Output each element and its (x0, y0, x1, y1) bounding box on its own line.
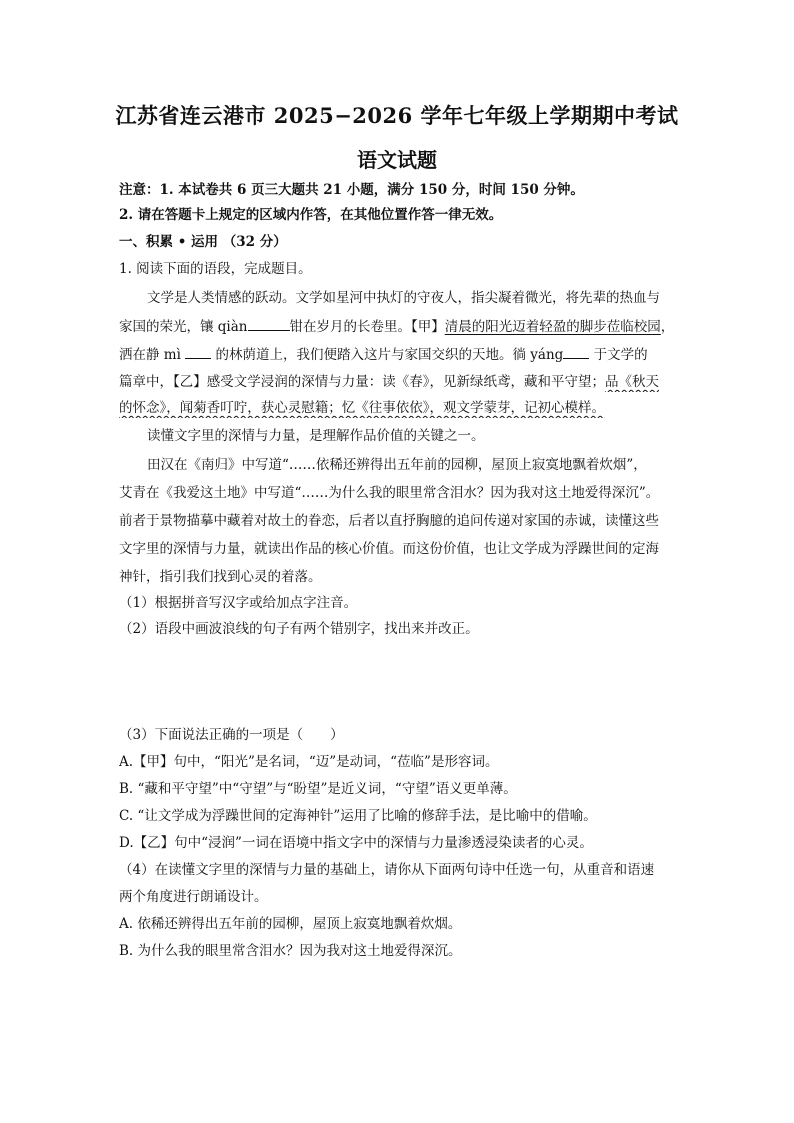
text-span: 的林荫道上，我们便踏入这片与家国交织的天地。徜 yáng (215, 347, 564, 363)
passage-1-line-3 (119, 344, 679, 365)
passage-1-line-4 (119, 372, 679, 392)
passage-3-line-5: 神针，指引我们找到心灵的着落。 (119, 569, 322, 585)
passage-2: 读懂文字里的深情与力量，是理解作品价值的关键之一。 (147, 428, 485, 444)
sub-question-1: （1）根据拼音写汉字或给加点字注音。 (119, 595, 358, 611)
option-d: D.【乙】句中“浸润”一词在语境中指文字中的深情与力量渗透浸染读者的心灵。 (119, 835, 593, 851)
passage-1-line-2 (119, 316, 679, 337)
wavy-sentence: 的怀念》，闻菊香叮咛，获心灵慰籍；忆《往事依依》，观文学蒙芽，记初心模样。 (119, 400, 605, 416)
passage-3-line-4: 文字里的深情与力量，就读出作品的核心价值。而这份价值，也让文学成为浮躁世间的定海 (119, 541, 659, 557)
sub-question-4-line-2: 两个角度进行朗诵设计。 (119, 889, 268, 905)
option-a: A.【甲】句中，“阳光”是名词，“迈”是动词，“莅临”是形容词。 (119, 754, 499, 770)
poem-choice-b: B. 为什么我的眼里常含泪水？因为我对这土地爱得深沉。 (119, 943, 462, 959)
exam-title: 江苏省连云港市 2025−2026 学年七年级上学期期中考试 (115, 103, 679, 128)
passage-3-line-3: 前者于景物描摹中藏着对故土的眷恋，后者以直抒胸臆的追问传递对家国的赤诚，读懂这些 (119, 513, 659, 529)
answer-blank (248, 316, 290, 331)
text-span: 家国的荣光，镶 qiàn (119, 319, 248, 335)
notice-line-2: 2. 请在答题卡上规定的区域内作答，在其他位置作答一律无效。 (119, 207, 503, 223)
passage-1-line-5 (119, 398, 679, 418)
exam-subtitle: 语文试题 (357, 148, 437, 172)
answer-blank (185, 344, 211, 359)
text-span: 钳在岁月的长卷里。【甲】 (289, 319, 445, 335)
notice-line-1: 注意：1. 本试卷共 6 页三大题共 21 小题，满分 150 分，时间 150 分钟。 (119, 182, 584, 198)
text-span: 于文学的 (593, 347, 648, 363)
sub-question-2: （2）语段中画波浪线的句子有两个错别字，找出来并改正。 (119, 621, 479, 637)
sub-question-4-line-1: （4）在读懂文字里的深情与力量的基础上，请你从下面两句诗中任选一句，从重音和语速 (119, 862, 655, 878)
text-span: 洒在静 mì (119, 347, 181, 363)
text-span: ， (660, 319, 675, 335)
text-span: 篇章中，【乙】感受文学浸润的深情与力量：读《春》，见新绿纸鸢，藏和平守望； (119, 374, 605, 390)
option-c: C. “让文学成为浮躁世间的定海神针”运用了比喻的修辞手法，是比喻中的借喻。 (119, 808, 597, 824)
sentence-jia: 清晨的阳光迈着轻盈的脚步莅临校园 (444, 319, 661, 335)
passage-3-line-2: 艾青在《我爱这土地》中写道“……为什么我的眼里常含泪水？因为我对这土地爱得深沉”。 (119, 485, 660, 501)
poem-choice-a: A. 依稀还辨得出五年前的园柳，屋顶上寂寞地飘着炊烟。 (119, 916, 462, 932)
wavy-sentence: 品《秋天 (605, 374, 659, 390)
passage-3-line-1: 田汉在《南归》中写道“……依稀还辨得出五年前的园柳，屋顶上寂寞地飘着炊烟”， (147, 457, 647, 473)
question-1-stem: 1. 阅读下面的语段，完成题目。 (119, 261, 312, 277)
passage-1-line-1: 文学是人类情感的跃动。文学如星河中执灯的守夜人，指尖凝着微光，将先辈的热血与 (147, 290, 660, 306)
sub-question-3: （3）下面说法正确的一项是（ ） (119, 727, 344, 743)
section-heading: 一、积累 • 运用 （32 分） (119, 234, 287, 250)
answer-blank (563, 344, 589, 359)
option-b: B. “藏和平守望”中“守望”与“盼望”是近义词，“守望”语义更单薄。 (119, 781, 517, 797)
